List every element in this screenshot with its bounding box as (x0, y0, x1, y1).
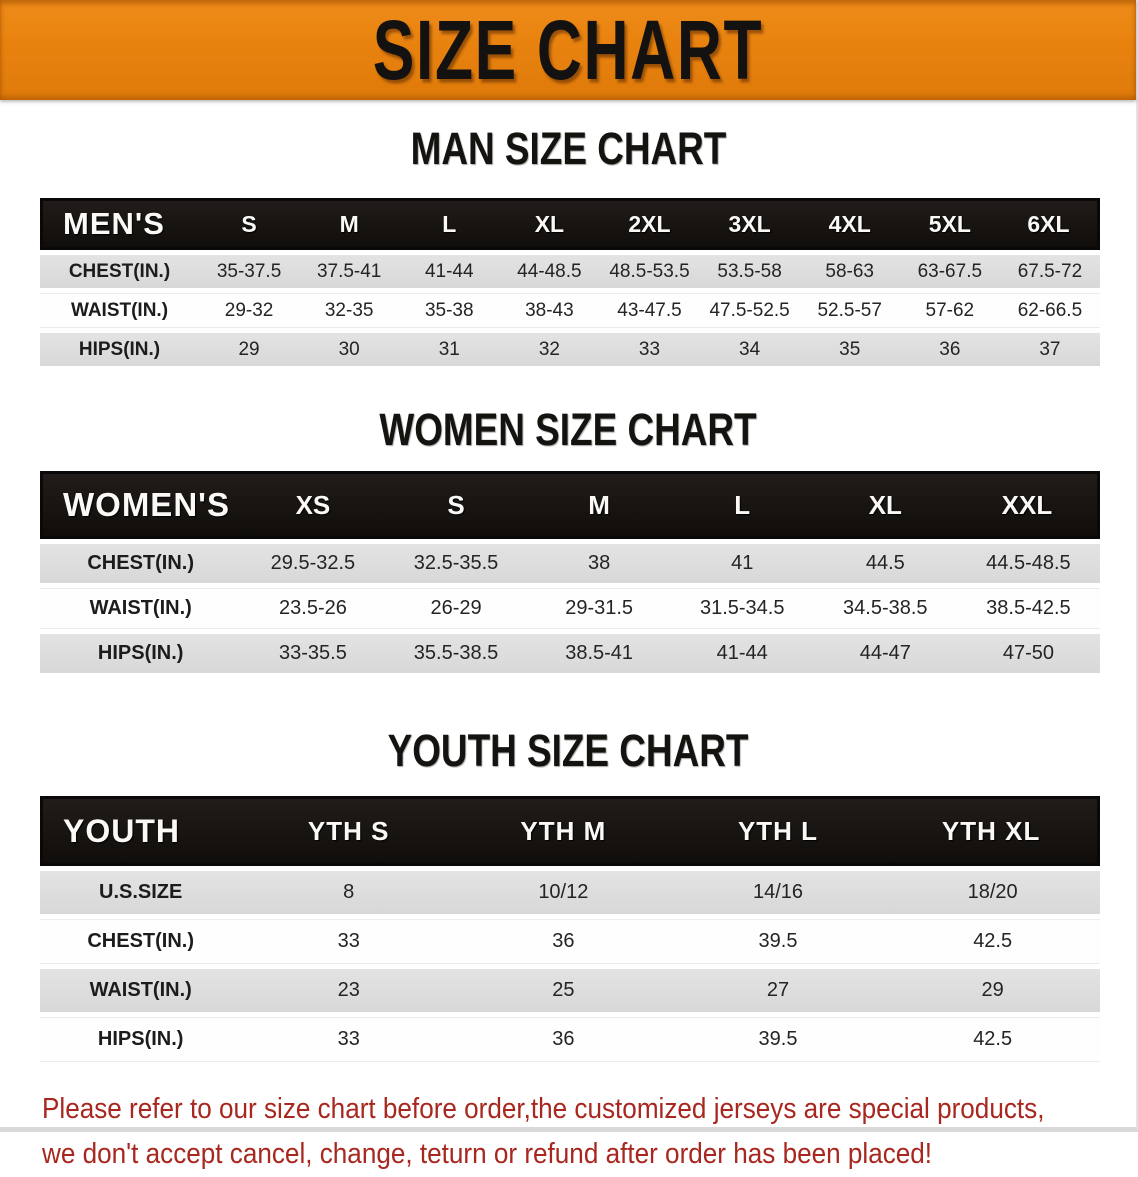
size-value-cell: 36 (456, 1017, 671, 1062)
size-column-header: 3XL (700, 198, 800, 250)
size-column-header: 2XL (599, 198, 699, 250)
measurement-row (40, 588, 1100, 629)
row-label: HIPS(IN.) (40, 1017, 241, 1062)
size-value-cell: 62-66.5 (1000, 293, 1100, 328)
size-value-cell: 67.5-72 (1000, 255, 1100, 288)
measurement-row (40, 333, 1100, 366)
size-value-cell: 47-50 (957, 634, 1100, 673)
size-value-cell: 29.5-32.5 (241, 544, 384, 583)
size-value-cell: 41-44 (671, 634, 814, 673)
size-value-cell: 18/20 (885, 871, 1100, 914)
size-column-header: YTH L (671, 796, 886, 866)
size-value-cell: 34 (700, 333, 800, 366)
size-value-cell: 52.5-57 (800, 293, 900, 328)
size-value-cell: 36 (456, 919, 671, 964)
measurement-row (40, 293, 1100, 328)
size-value-cell: 35-37.5 (199, 255, 299, 288)
size-value-cell: 63-67.5 (900, 255, 1000, 288)
size-value-cell: 38 (528, 544, 671, 583)
size-value-cell: 29 (885, 969, 1100, 1012)
size-value-cell: 57-62 (900, 293, 1000, 328)
size-value-cell: 33 (241, 919, 456, 964)
row-label: HIPS(IN.) (40, 333, 199, 366)
measurement-row (40, 919, 1100, 964)
size-column-header: S (384, 471, 527, 539)
size-value-cell: 41-44 (399, 255, 499, 288)
size-column-header: YTH S (241, 796, 456, 866)
size-value-cell: 30 (299, 333, 399, 366)
size-value-cell: 25 (456, 969, 671, 1012)
size-column-header: XXL (957, 471, 1100, 539)
size-value-cell: 32 (499, 333, 599, 366)
banner-title: SIZE CHART (372, 2, 764, 98)
table-header-row (40, 796, 1100, 866)
size-value-cell: 29-31.5 (528, 588, 671, 629)
youth-size-section (0, 725, 1136, 1067)
size-value-cell: 29 (199, 333, 299, 366)
disclaimer-line-2: we don't accept cancel, change, teturn or refund after order has been placed! (42, 1138, 933, 1170)
youth-section-heading: YOUTH SIZE CHART (387, 725, 749, 776)
size-column-header: YTH M (456, 796, 671, 866)
size-value-cell: 39.5 (671, 1017, 886, 1062)
size-column-header: XS (241, 471, 384, 539)
size-value-cell: 42.5 (885, 1017, 1100, 1062)
size-value-cell: 39.5 (671, 919, 886, 964)
size-column-header: L (399, 198, 499, 250)
table-header-row (40, 198, 1100, 250)
size-value-cell: 27 (671, 969, 886, 1012)
row-label: WAIST(IN.) (40, 588, 241, 629)
disclaimer-line-1: Please refer to our size chart before order,the customized jerseys are special products, (42, 1093, 1045, 1125)
row-label: WAIST(IN.) (40, 969, 241, 1012)
size-column-header: YTH XL (885, 796, 1100, 866)
youth-size-table (40, 791, 1100, 1067)
size-value-cell: 47.5-52.5 (700, 293, 800, 328)
size-column-header: L (671, 471, 814, 539)
size-value-cell: 44-47 (814, 634, 957, 673)
size-value-cell: 10/12 (456, 871, 671, 914)
size-value-cell: 23.5-26 (241, 588, 384, 629)
size-value-cell: 36 (900, 333, 1000, 366)
size-value-cell: 38.5-42.5 (957, 588, 1100, 629)
size-value-cell: 32.5-35.5 (384, 544, 527, 583)
size-chart-banner (0, 0, 1136, 100)
size-column-header: M (299, 198, 399, 250)
row-label: CHEST(IN.) (40, 255, 199, 288)
table-title-cell: YOUTH (40, 796, 241, 866)
size-column-header: S (199, 198, 299, 250)
size-value-cell: 33 (599, 333, 699, 366)
size-column-header: 4XL (800, 198, 900, 250)
measurement-row (40, 634, 1100, 673)
row-label: U.S.SIZE (40, 871, 241, 914)
disclaimer-note (42, 1087, 1136, 1177)
size-value-cell: 48.5-53.5 (599, 255, 699, 288)
women-size-table (40, 466, 1100, 678)
size-value-cell: 35.5-38.5 (384, 634, 527, 673)
measurement-row (40, 871, 1100, 914)
size-value-cell: 31.5-34.5 (671, 588, 814, 629)
size-column-header: M (528, 471, 671, 539)
size-column-header: 6XL (1000, 198, 1100, 250)
size-value-cell: 41 (671, 544, 814, 583)
women-size-section (0, 404, 1136, 678)
size-value-cell: 34.5-38.5 (814, 588, 957, 629)
table-title-cell: MEN'S (40, 198, 199, 250)
row-label: CHEST(IN.) (40, 919, 241, 964)
size-value-cell: 58-63 (800, 255, 900, 288)
size-value-cell: 29-32 (199, 293, 299, 328)
row-label: WAIST(IN.) (40, 293, 199, 328)
size-value-cell: 32-35 (299, 293, 399, 328)
size-value-cell: 33 (241, 1017, 456, 1062)
size-value-cell: 44-48.5 (499, 255, 599, 288)
size-value-cell: 8 (241, 871, 456, 914)
table-title-cell: WOMEN'S (40, 471, 241, 539)
size-value-cell: 31 (399, 333, 499, 366)
measurement-row (40, 969, 1100, 1012)
table-header-row (40, 471, 1100, 539)
size-value-cell: 14/16 (671, 871, 886, 914)
row-label: HIPS(IN.) (40, 634, 241, 673)
size-value-cell: 23 (241, 969, 456, 1012)
size-value-cell: 38.5-41 (528, 634, 671, 673)
women-section-heading: WOMEN SIZE CHART (379, 404, 757, 455)
size-value-cell: 37 (1000, 333, 1100, 366)
size-value-cell: 33-35.5 (241, 634, 384, 673)
size-value-cell: 53.5-58 (700, 255, 800, 288)
size-value-cell: 37.5-41 (299, 255, 399, 288)
men-size-section (0, 123, 1136, 371)
men-section-heading: MAN SIZE CHART (410, 123, 726, 174)
size-value-cell: 35-38 (399, 293, 499, 328)
size-value-cell: 26-29 (384, 588, 527, 629)
size-column-header: XL (814, 471, 957, 539)
measurement-row (40, 1017, 1100, 1062)
size-value-cell: 38-43 (499, 293, 599, 328)
size-value-cell: 43-47.5 (599, 293, 699, 328)
measurement-row (40, 544, 1100, 583)
size-column-header: XL (499, 198, 599, 250)
size-value-cell: 44.5-48.5 (957, 544, 1100, 583)
size-value-cell: 42.5 (885, 919, 1100, 964)
size-column-header: 5XL (900, 198, 1000, 250)
size-value-cell: 35 (800, 333, 900, 366)
row-label: CHEST(IN.) (40, 544, 241, 583)
measurement-row (40, 255, 1100, 288)
men-size-table (40, 193, 1100, 371)
size-value-cell: 44.5 (814, 544, 957, 583)
